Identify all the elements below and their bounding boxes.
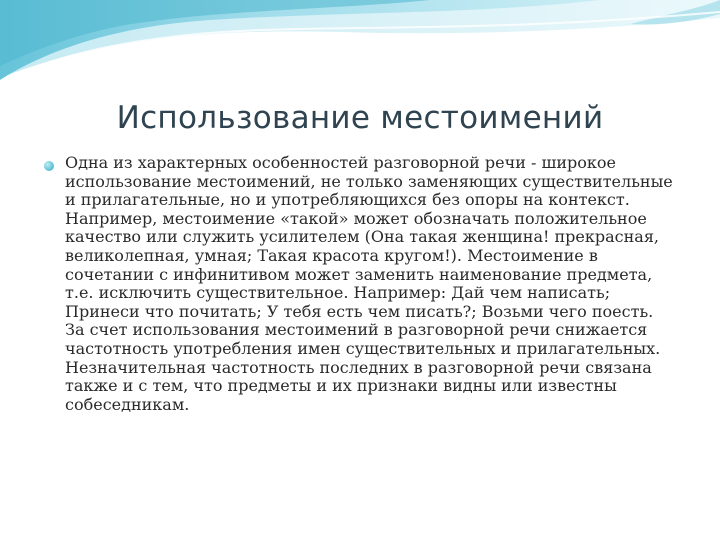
- header-wave-decoration: [0, 0, 720, 100]
- slide-title: Использование местоимений: [116, 100, 604, 136]
- bullet-text: Одна из характерных особенностей разговорной речи - широкое использование местоимений, не только заменяющих существительные и прилагательные, но и употребляющихся без опоры на контекст. Например, местоимение «такой» может обозначать положительное качество или служить усилителем (Она такая женщина! прекрасная, великолепная, умная; Такая красота кругом!). Местоимение в сочетании с инфинитивом может заменить наименование предмета, т.е. исключить существительное. Например: Дай чем написать; Принеси что почитать; У тебя есть чем писать?; Возьми чего поесть. За счет использования местоимений в разговорной речи снижается частотность употребления имен существительных и прилагательных. Незначительная частотность последних в разговорной речи связана также и с тем, что предметы и их признаки видны или известны собеседникам.: [65, 153, 673, 414]
- bullet-dot-icon: [44, 161, 54, 171]
